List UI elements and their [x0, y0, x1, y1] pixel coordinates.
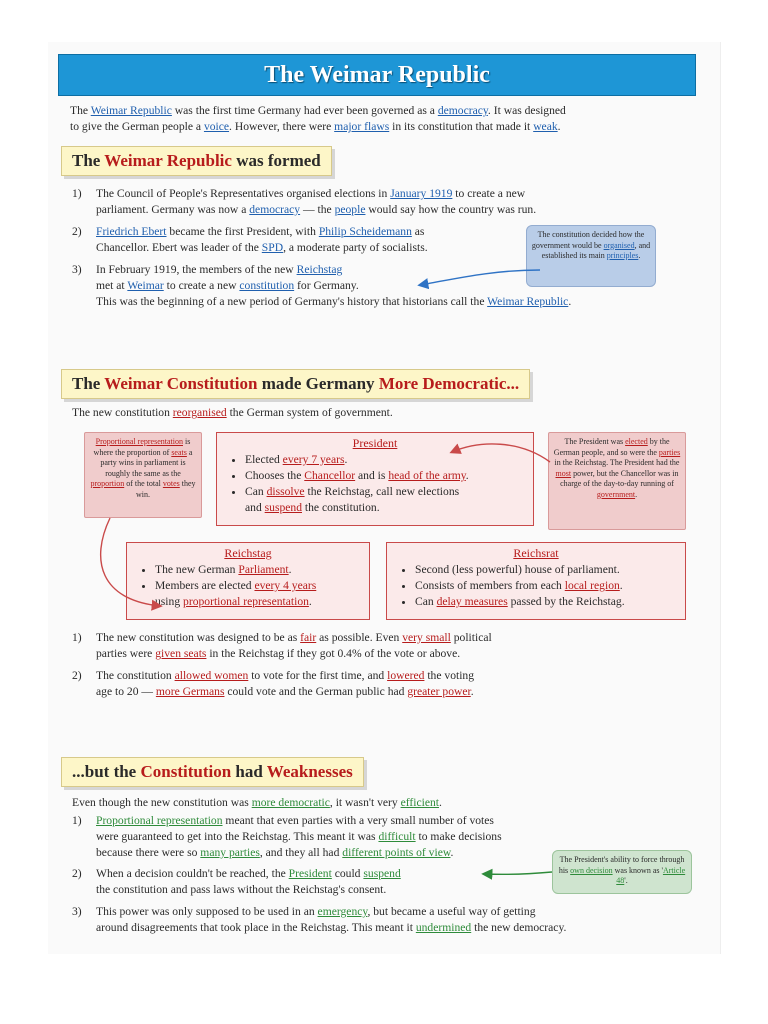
- list-number: 3): [72, 905, 82, 918]
- link-people[interactable]: people: [334, 203, 366, 216]
- list-item: Proportional representation meant that even parties with a very small number of votes were guaranteed to get into the Reichstag. This meant it was difficult to make decisions because there were so many parties, and they all had different points of view.: [96, 814, 502, 859]
- list-number: 1): [72, 187, 82, 200]
- list-item: • Members are elected every 4 years using proportional representation.: [155, 578, 369, 610]
- list-item: • Can dissolve the Reichstag, call new elections and suspend the constitution.: [245, 484, 533, 516]
- link-constitution[interactable]: constitution: [239, 279, 295, 292]
- section-heading-weaknesses: ...but the Constitution had Weaknesses: [61, 757, 364, 787]
- list-number: 1): [72, 631, 82, 644]
- president-box: [216, 432, 534, 526]
- link-democracy[interactable]: democracy: [437, 104, 488, 117]
- link-reorganised[interactable]: reorganised: [172, 406, 227, 419]
- link-efficient[interactable]: efficient: [400, 796, 440, 809]
- link-friedrich-ebert[interactable]: Friedrich Ebert: [96, 225, 167, 238]
- note-president-elected: The President was elected by the German people, and so were the parties in the Reichstag. The President had the most power, but the Chancellor was in charge of the day-to-day running of government.: [548, 432, 686, 530]
- link-weimar-republic[interactable]: Weimar Republic: [487, 295, 569, 308]
- list-number: 1): [72, 814, 82, 827]
- list-item: This power was only supposed to be used in an emergency, but became a useful way of getting around disagreements that took place in the Reichstag. This meant it undermined the new democracy.: [96, 905, 567, 934]
- list-item: The new constitution was designed to be as fair as possible. Even very small political parties were given seats in the Reichstag if they got 0.4% of the vote or above.: [96, 631, 492, 660]
- note-proportional-representation: Proportional representation is where the proportion of seats a party wins in parliament is roughly the same as the proportion of the total votes they win.: [84, 432, 202, 518]
- link-democracy[interactable]: democracy: [249, 203, 301, 216]
- reichsrat-title: Reichsrat: [513, 546, 559, 560]
- list-item: In February 1919, the members of the new Reichstag met at Weimar to create a new constitution for Germany. This was the beginning of a new period of Germany's history that historians call the Weimar Republic.: [96, 263, 572, 308]
- note-constitution-purpose: The constitution decided how the government would be organised, and established its main principles.: [526, 225, 656, 287]
- link-reichstag[interactable]: Reichstag: [296, 263, 343, 276]
- note-article-48: The President's ability to force through his own decision was known as 'Article 48'.: [552, 850, 692, 894]
- link-more-democratic[interactable]: more democratic: [251, 796, 330, 809]
- list-item: The constitution allowed women to vote for the first time, and lowered the voting age to 20 — more Germans could vote and the German public had greater power.: [96, 669, 475, 698]
- list-number: 2): [72, 225, 82, 238]
- list-number: 2): [72, 669, 82, 682]
- link-january-1919[interactable]: January 1919: [390, 187, 453, 200]
- president-title: President: [352, 436, 398, 450]
- page-title: The Weimar Republic: [58, 54, 696, 96]
- link-major-flaws[interactable]: major flaws: [334, 120, 390, 133]
- section-heading-formed: The Weimar Republic was formed: [61, 146, 332, 176]
- list-item: The Council of People's Representatives organised elections in January 1919 to create a new parliament. Germany was now a democracy — the people would say how the country was run.: [96, 187, 537, 216]
- intro-paragraph: The Weimar Republic was the first time Germany had ever been governed as a democracy. It was designed to give the German people a voice. However, there were major flaws in its constitution that made it weak.: [70, 104, 566, 133]
- list-item: Friedrich Ebert became the first President, with Philip Scheidemann as Chancellor. Ebert was leader of the SPD, a moderate party of socialists.: [96, 225, 428, 254]
- link-weak[interactable]: weak: [533, 120, 558, 133]
- constitution-intro: The new constitution reorganised the German system of government.: [72, 406, 393, 419]
- list-item: • Second (less powerful) house of parliament.: [415, 562, 685, 578]
- list-number: 3): [72, 263, 82, 276]
- link-philip-scheidemann[interactable]: Philip Scheidemann: [318, 225, 412, 238]
- list-item: • Can delay measures passed by the Reichstag.: [415, 594, 685, 610]
- link-weimar[interactable]: Weimar: [127, 279, 164, 292]
- link-weimar-republic[interactable]: Weimar Republic: [90, 104, 172, 117]
- link-spd[interactable]: SPD: [261, 241, 284, 254]
- list-item: When a decision couldn't be reached, the President could suspend the constitution and pass laws without the Reichstag's consent.: [96, 867, 401, 896]
- section-heading-constitution: The Weimar Constitution made Germany More Democratic...: [61, 369, 530, 399]
- reichsrat-box: [386, 542, 686, 620]
- reichstag-box: [126, 542, 370, 620]
- weaknesses-intro: Even though the new constitution was more democratic, it wasn't very efficient.: [72, 796, 442, 809]
- link-voice[interactable]: voice: [203, 120, 230, 133]
- list-item: • Consists of members from each local region.: [415, 578, 685, 594]
- reichstag-title: Reichstag: [224, 546, 272, 560]
- list-item: • Elected every 7 years.: [245, 452, 533, 468]
- list-item: • Chooses the Chancellor and is head of the army.: [245, 468, 533, 484]
- list-item: • The new German Parliament.: [155, 562, 369, 578]
- list-number: 2): [72, 867, 82, 880]
